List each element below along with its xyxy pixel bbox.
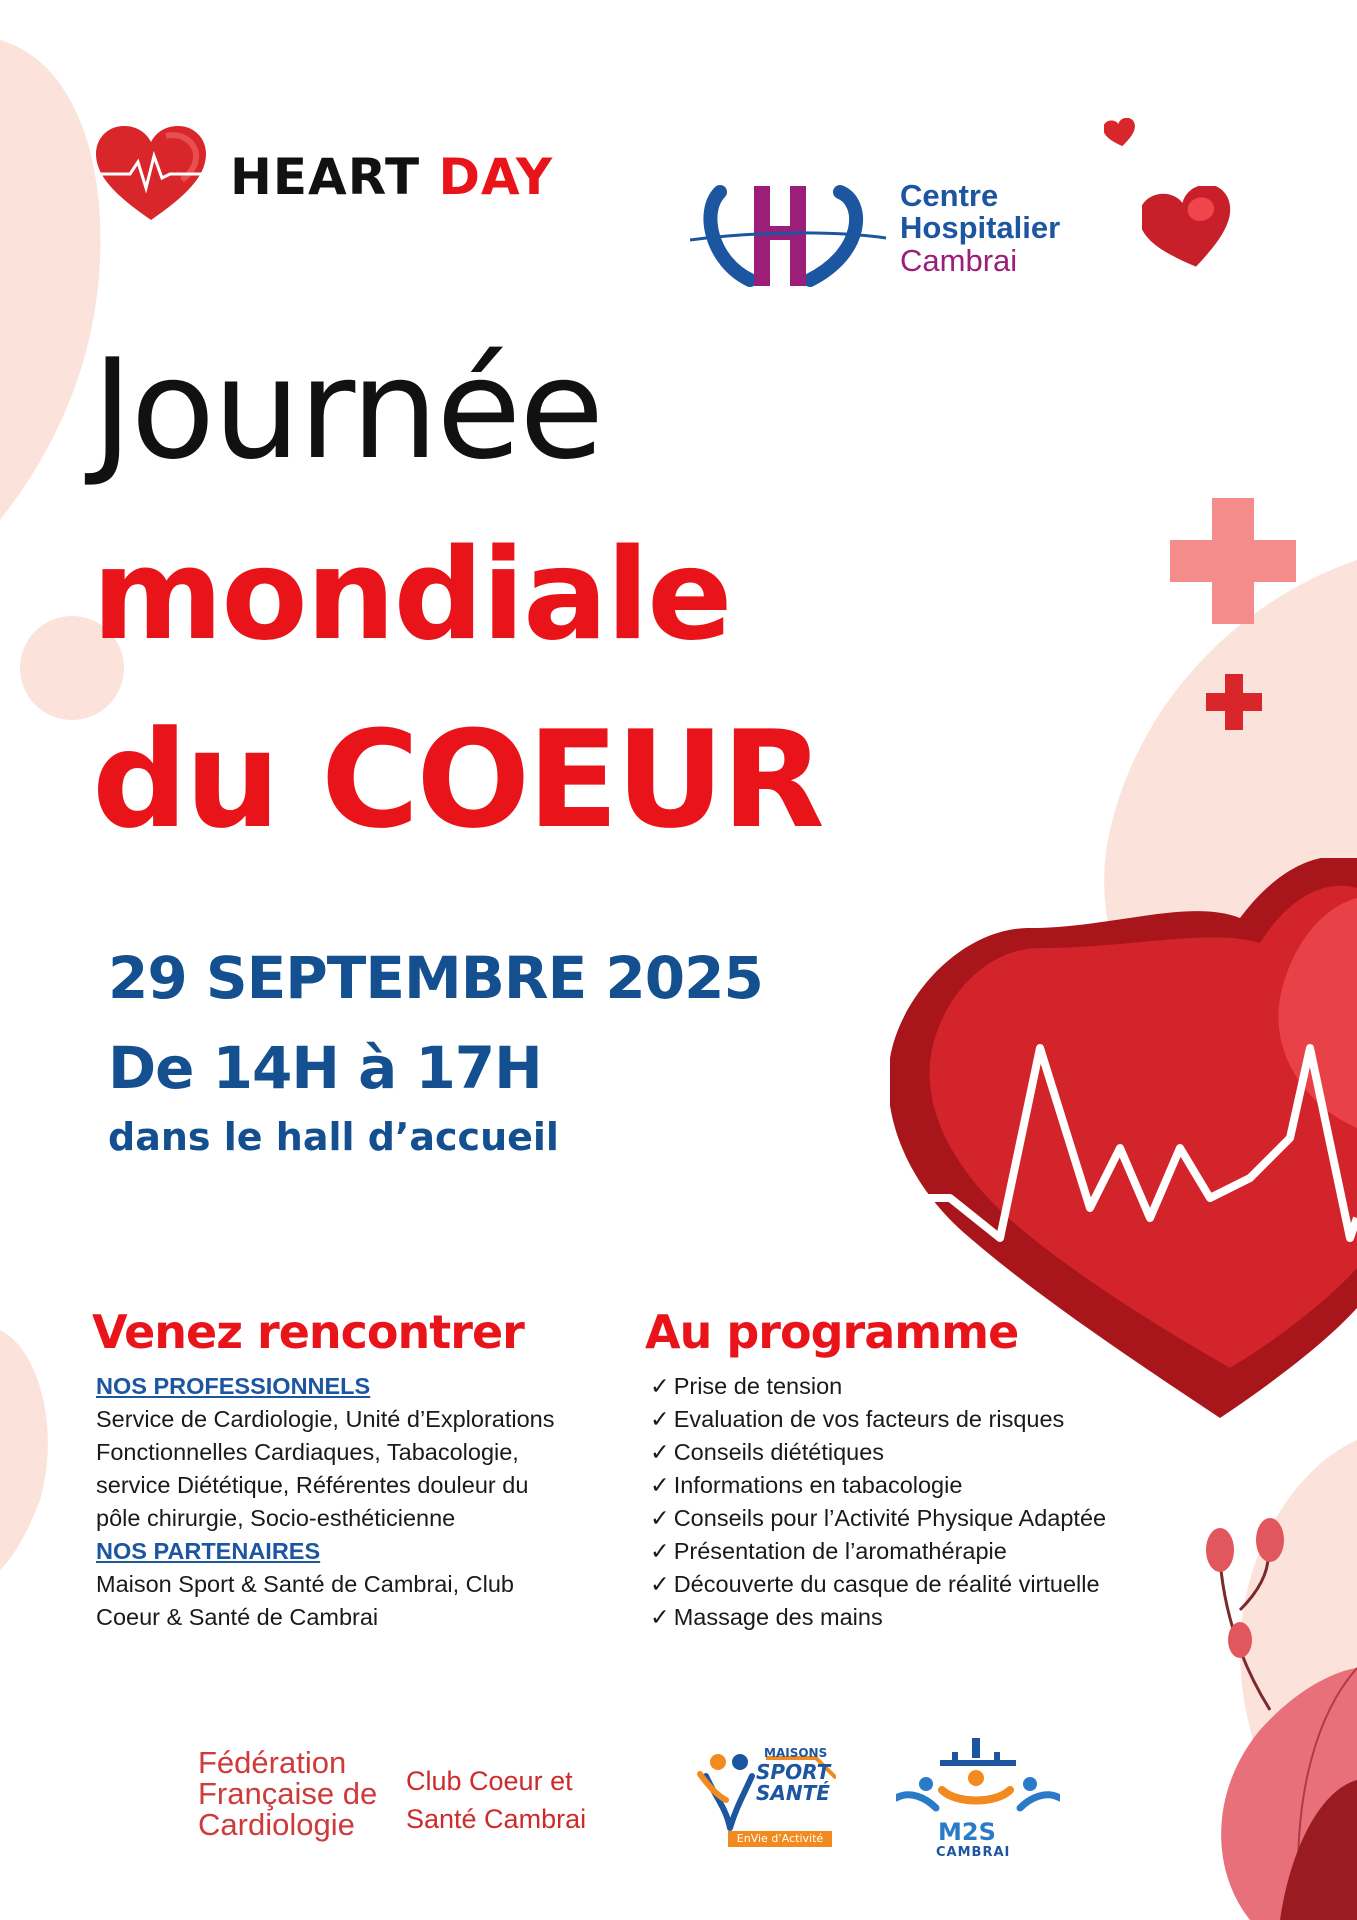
program-item [650,1601,1210,1634]
program-item [650,1568,1210,1601]
club-line1: Club Coeur et [406,1766,573,1796]
meet-heading: Venez rencontrer [92,1305,524,1359]
ffc-logo-text [198,1747,377,1840]
check-icon: ✓ [650,1538,670,1564]
partners-line: Maison Sport & Santé de Cambrai, Club [96,1571,514,1597]
heart-day-heart-icon [96,126,206,222]
club-coeur-logo-text [406,1762,586,1838]
professionals-line: Fonctionnelles Cardiaques, Tabacologie, [96,1439,519,1465]
program-item [650,1502,1210,1535]
leaf-decoration-icon [1150,1490,1357,1920]
ffc-heartbeat-icon [82,1748,182,1840]
partners-label: NOS PARTENAIRES [96,1538,321,1564]
program-item-label: Conseils diététiques [673,1439,885,1465]
professionals-line: service Diététique, Référentes douleur du [96,1472,529,1498]
mss-tagline: EnVie d’Activité [728,1831,832,1847]
check-icon: ✓ [650,1571,670,1597]
hospital-logo-icon [690,172,890,294]
program-item-label: Massage des mains [673,1604,883,1630]
heart-day-title-part1: HEART [230,148,439,206]
m2s-line1: M2S [938,1818,996,1846]
heart-day-title [230,148,553,206]
program-item-label: Prise de tension [673,1373,843,1399]
small-heart-icon [1104,118,1136,148]
meet-section [96,1370,616,1634]
partners-line: Coeur & Santé de Cambrai [96,1604,379,1630]
title-line2: mondiale [92,521,731,668]
mss-line3: SANTÉ [756,1781,830,1805]
professionals-label: NOS PROFESSIONNELS [96,1373,371,1399]
medium-heart-icon [1142,186,1234,272]
check-icon: ✓ [650,1472,670,1498]
program-list [650,1370,1210,1634]
program-item-label: Conseils pour l’Activité Physique Adaptée [673,1505,1107,1531]
check-icon: ✓ [650,1505,670,1531]
program-item [650,1403,1210,1436]
ffc-line1: Fédération [198,1745,347,1780]
hospital-name-line3: Cambrai [900,243,1018,278]
event-date: 29 SEPTEMBRE 2025 [108,944,763,1012]
title-line1: Journée [92,329,603,490]
hospital-name-line2: Hospitalier [900,210,1061,245]
mss-line1: MAISONS [764,1746,828,1760]
m2s-line2: CAMBRAI [936,1845,1011,1860]
heart-day-title-part2: DAY [438,148,554,206]
plus-cross-small-icon [1206,674,1262,730]
check-icon: ✓ [650,1604,670,1630]
check-icon: ✓ [650,1373,670,1399]
program-heading: Au programme [645,1305,1019,1359]
plus-cross-large-icon [1170,498,1296,624]
program-item [650,1469,1210,1502]
program-item-label: Présentation de l’aromathérapie [673,1538,1007,1564]
m2s-logo-icon [896,1738,1060,1822]
program-item [650,1535,1210,1568]
club-line2: Santé Cambrai [406,1804,587,1834]
check-icon: ✓ [650,1439,670,1465]
program-item-label: Informations en tabacologie [673,1472,963,1498]
professionals-line: pôle chirurgie, Socio-esthéticienne [96,1505,456,1531]
mss-line2: SPORT [756,1760,831,1784]
ffc-line2: Française de [198,1776,378,1811]
professionals-line: Service de Cardiologie, Unité d’Explorations [96,1406,555,1432]
program-item [650,1370,1210,1403]
program-item-label: Découverte du casque de réalité virtuelle [673,1571,1100,1597]
event-place: dans le hall d’accueil [108,1115,559,1159]
event-time: De 14H à 17H [108,1034,542,1102]
hospital-name-line1: Centre [900,178,999,213]
check-icon: ✓ [650,1406,670,1432]
ffc-line3: Cardiologie [198,1807,355,1842]
program-item [650,1436,1210,1469]
title-line3: du COEUR [92,702,822,858]
program-item-label: Evaluation de vos facteurs de risques [673,1406,1065,1432]
